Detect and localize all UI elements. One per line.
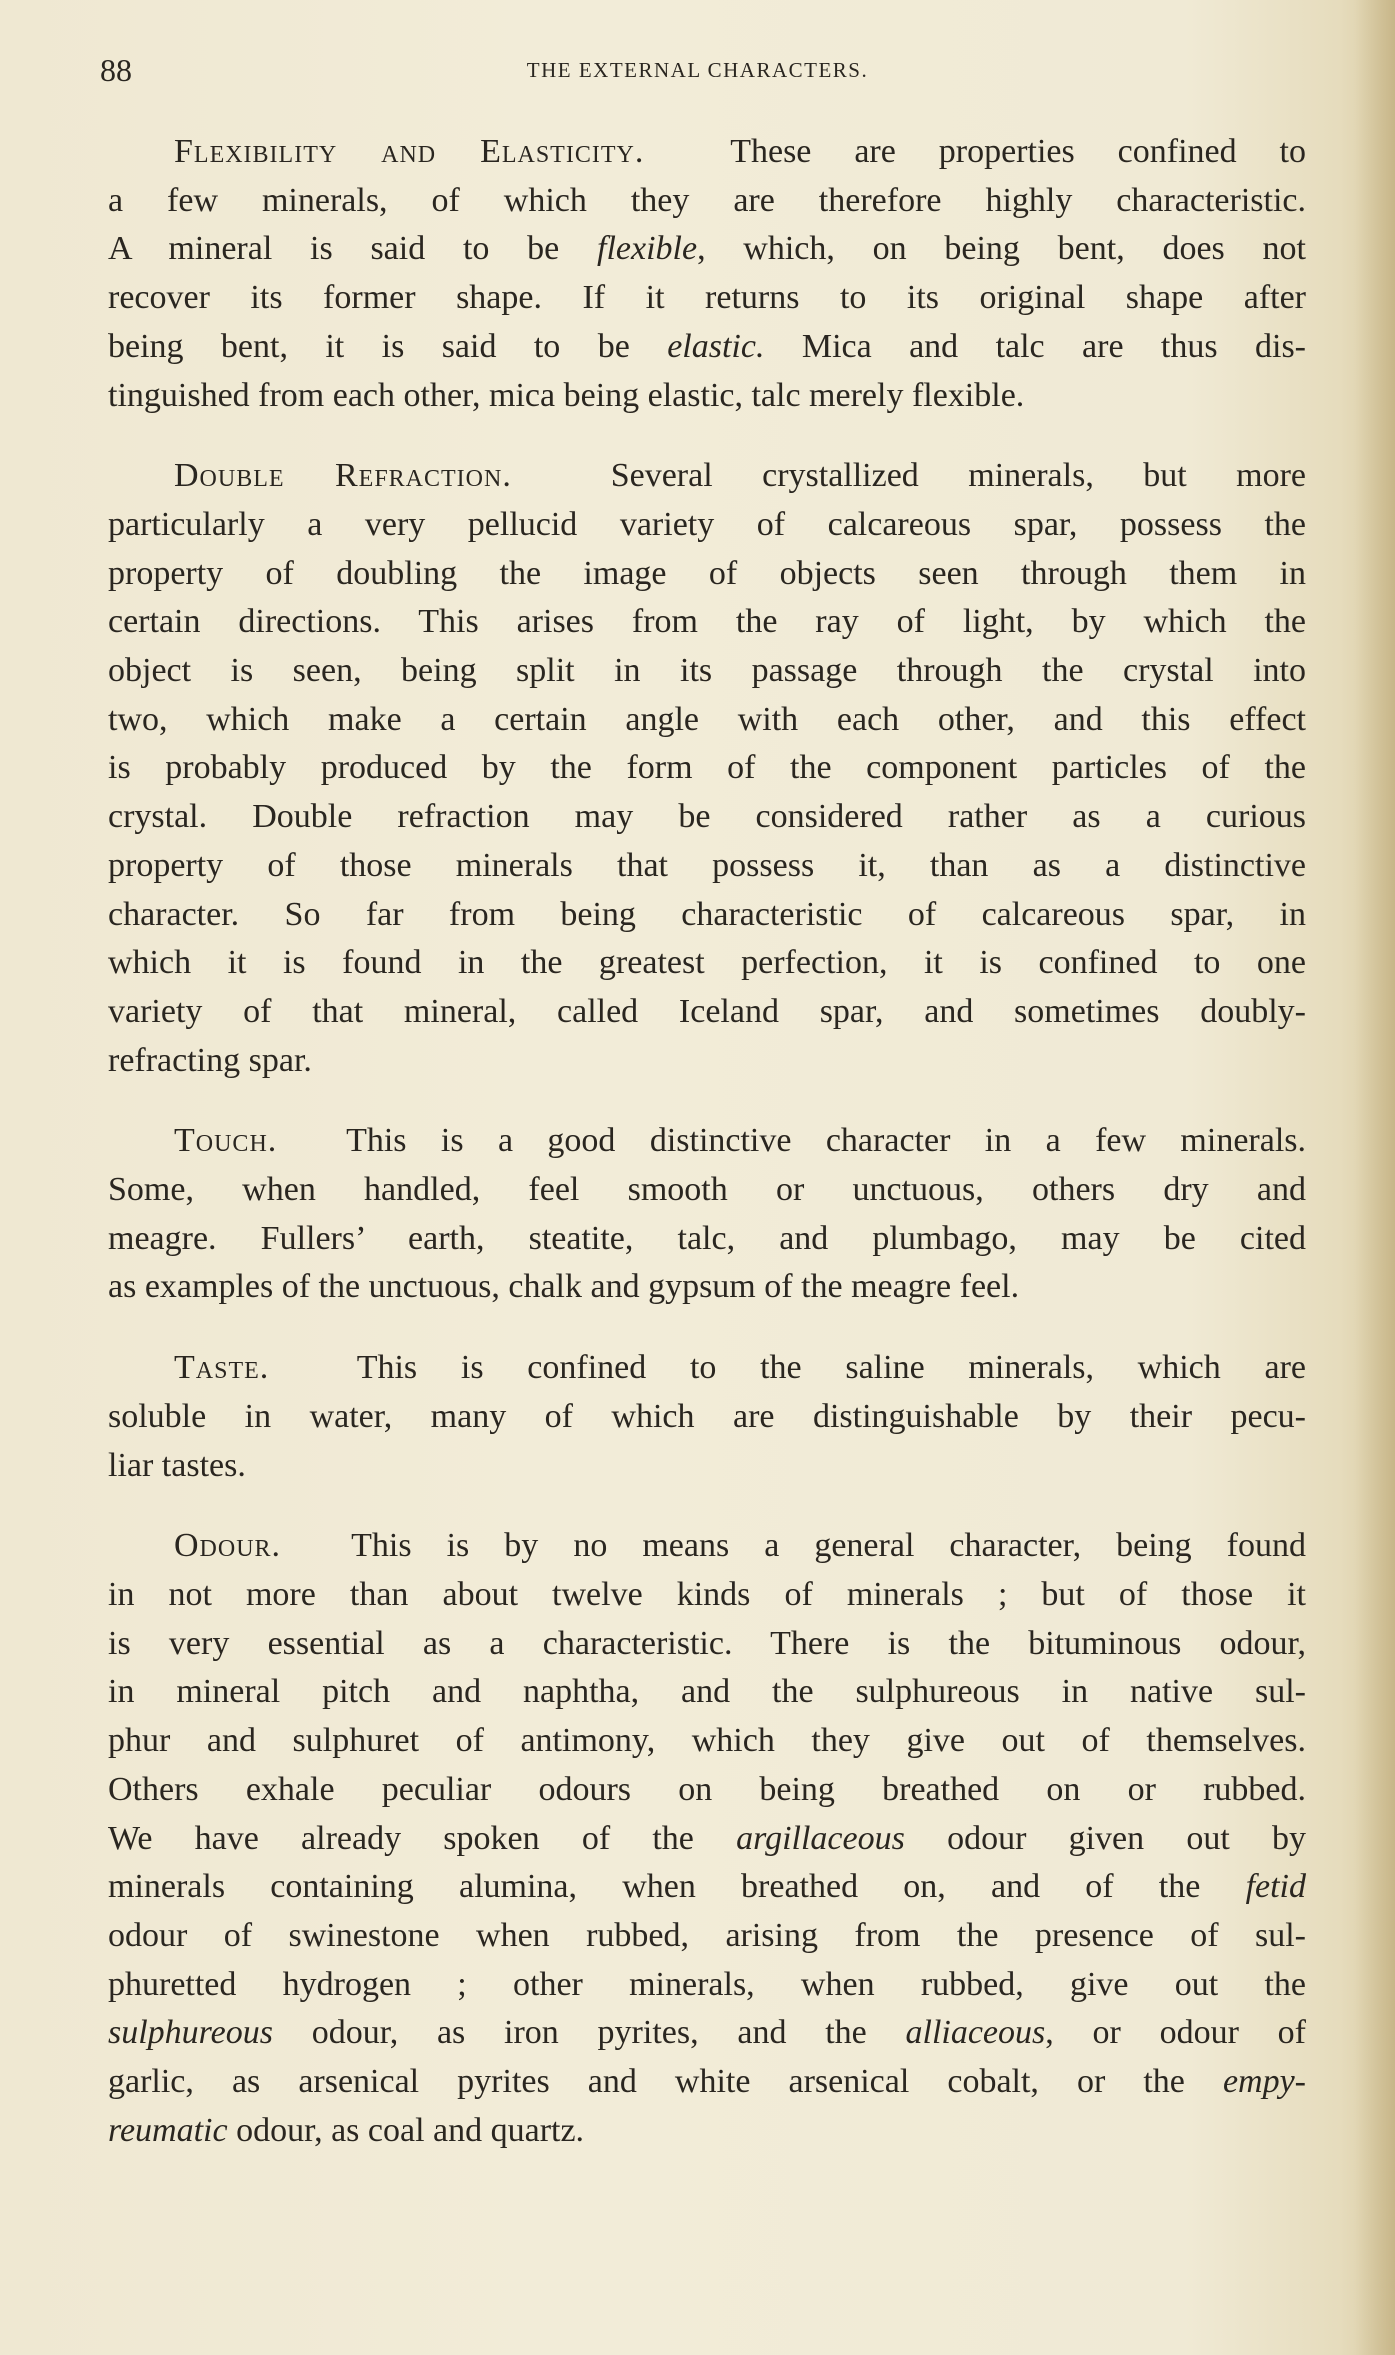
text-line: A mineral is said to be flexible, which, on being bent, does not: [108, 230, 1306, 268]
italic-term: empy-: [1222, 2063, 1306, 2101]
italic-term: flexible: [597, 230, 698, 268]
italic-term: fetid: [1245, 1868, 1306, 1906]
text-line: sulphureous odour, as iron pyrites, and the alliaceous, or odour of: [108, 2014, 1307, 2052]
italic-term: reumatic: [108, 2111, 228, 2149]
text-line: Touch. This is a good distinctive character in a few minerals.: [174, 1122, 1307, 1160]
text-line: Taste. This is confined to the saline minerals, which are: [174, 1349, 1306, 1387]
text-line: Double Refraction. Several crystallized minerals, but more: [174, 457, 1306, 495]
text-line: two, which make a certain angle with each other, and this effect: [108, 700, 1306, 738]
section-heading: Taste.: [174, 1349, 270, 1387]
text-line: We have already spoken of the argillaceous odour given out by: [108, 1819, 1306, 1857]
text-line: object is seen, being split in its passage through the crystal into: [108, 652, 1306, 690]
text-line: phur and sulphuret of antimony, which they give out of themselves.: [108, 1722, 1306, 1760]
text-line: is probably produced by the form of the component particles of the: [108, 749, 1306, 787]
text-line: Some, when handled, feel smooth or unctuous, others dry and: [108, 1171, 1306, 1209]
text-line: variety of that mineral, called Iceland spar, and sometimes doubly-: [108, 992, 1306, 1030]
text-line: certain directions. This arises from the ray of light, by which the: [108, 603, 1306, 641]
text-line: tinguished from each other, mica being elastic, talc merely flexible.: [108, 376, 1025, 414]
italic-term: elastic.: [667, 327, 765, 365]
text-line: being bent, it is said to be elastic. Mica and talc are thus dis-: [108, 327, 1306, 365]
section-heading: Double Refraction.: [174, 457, 512, 495]
text-line: phuretted hydrogen ; other minerals, when rubbed, give out the: [108, 1965, 1306, 2003]
text-line: particularly a very pellucid variety of calcareous spar, possess the: [108, 505, 1306, 543]
text-line: is very essential as a characteristic. There is the bituminous odour,: [108, 1624, 1306, 1662]
text-line: in mineral pitch and naphtha, and the sulphureous in native sul-: [108, 1673, 1306, 1711]
text-line: refracting spar.: [108, 1041, 312, 1079]
text-line: odour of swinestone when rubbed, arising from the presence of sul-: [108, 1916, 1306, 1954]
text-line: Odour. This is by no means a general character, being found: [174, 1527, 1307, 1565]
italic-term: alliaceous: [905, 2014, 1046, 2052]
page-edge-shadow: [1355, 0, 1395, 2355]
text-line: which it is found in the greatest perfection, it is confined to one: [108, 944, 1306, 982]
text-line: property of those minerals that possess it, than as a distinctive: [108, 846, 1306, 884]
body-text: [108, 128, 1306, 2187]
text-line: in not more than about twelve kinds of minerals ; but of those it: [108, 1575, 1306, 1613]
text-line: meagre. Fullers’ earth, steatite, talc, and plumbago, may be cited: [108, 1219, 1306, 1257]
text-line: garlic, as arsenical pyrites and white arsenical cobalt, or the empy-: [108, 2063, 1306, 2101]
italic-term: argillaceous: [736, 1819, 905, 1857]
section-paragraph: [108, 452, 1306, 1085]
text-line: character. So far from being characteristic of calcareous spar, in: [108, 895, 1306, 933]
text-line: property of doubling the image of objects seen through them in: [108, 554, 1306, 592]
running-head: [100, 52, 1295, 92]
section-paragraph: [108, 1117, 1306, 1312]
section-paragraph: [108, 1522, 1306, 2155]
text-line: minerals containing alumina, when breathed on, and of the fetid: [108, 1868, 1306, 1906]
section-heading: Touch.: [174, 1122, 278, 1160]
text-line: recover its former shape. If it returns to its original shape after: [108, 279, 1306, 317]
text-line: as examples of the unctuous, chalk and gypsum of the meagre feel.: [108, 1268, 1020, 1306]
text-line: soluble in water, many of which are distinguishable by their pecu-: [108, 1397, 1306, 1435]
page-number: 88: [100, 52, 132, 88]
text-line: liar tastes.: [108, 1446, 246, 1484]
text-line: Others exhale peculiar odours on being breathed on or rubbed.: [108, 1770, 1306, 1808]
section-paragraph: [108, 1344, 1306, 1490]
text-line: crystal. Double refraction may be considered rather as a curious: [108, 798, 1306, 836]
italic-term: sulphureous: [108, 2014, 273, 2052]
text-line: a few minerals, of which they are therefore highly characteristic.: [108, 181, 1306, 219]
running-head-title: THE EXTERNAL CHARACTERS.: [526, 58, 869, 82]
section-heading: Odour.: [174, 1527, 282, 1565]
text-line: Flexibility and Elasticity. These are properties confined to: [174, 133, 1306, 170]
text-line: reumatic odour, as coal and quartz.: [108, 2111, 585, 2149]
section-paragraph: [108, 128, 1306, 420]
section-heading: Flexibility and Elasticity.: [174, 133, 645, 170]
